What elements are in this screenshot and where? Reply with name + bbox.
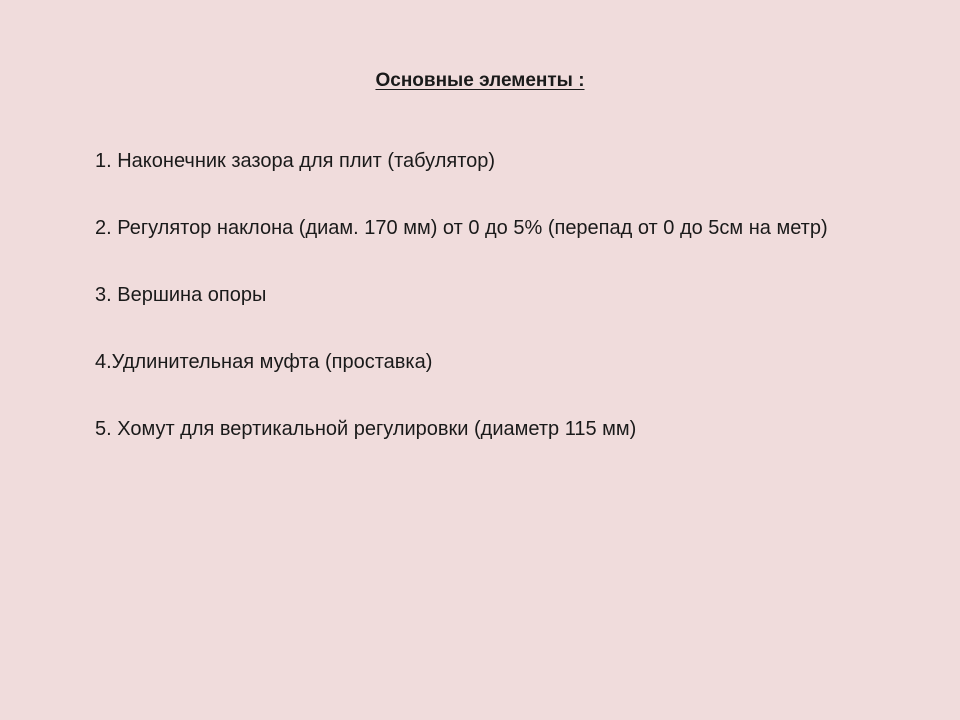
list-item: 5. Хомут для вертикальной регулировки (диаметр 115 мм) bbox=[95, 418, 637, 440]
list-item: 4.Удлинительная муфта (проставка) bbox=[95, 351, 433, 373]
list-item: 2. Регулятор наклона (диам. 170 мм) от 0 до 5% (перепад от 0 до 5см на метр) bbox=[95, 217, 828, 239]
elements-list bbox=[95, 146, 895, 481]
list-item: 1. Наконечник зазора для плит (табулятор) bbox=[95, 150, 496, 172]
list-item: 3. Вершина опоры bbox=[95, 284, 267, 306]
slide-title: Основные элементы : bbox=[375, 70, 585, 91]
